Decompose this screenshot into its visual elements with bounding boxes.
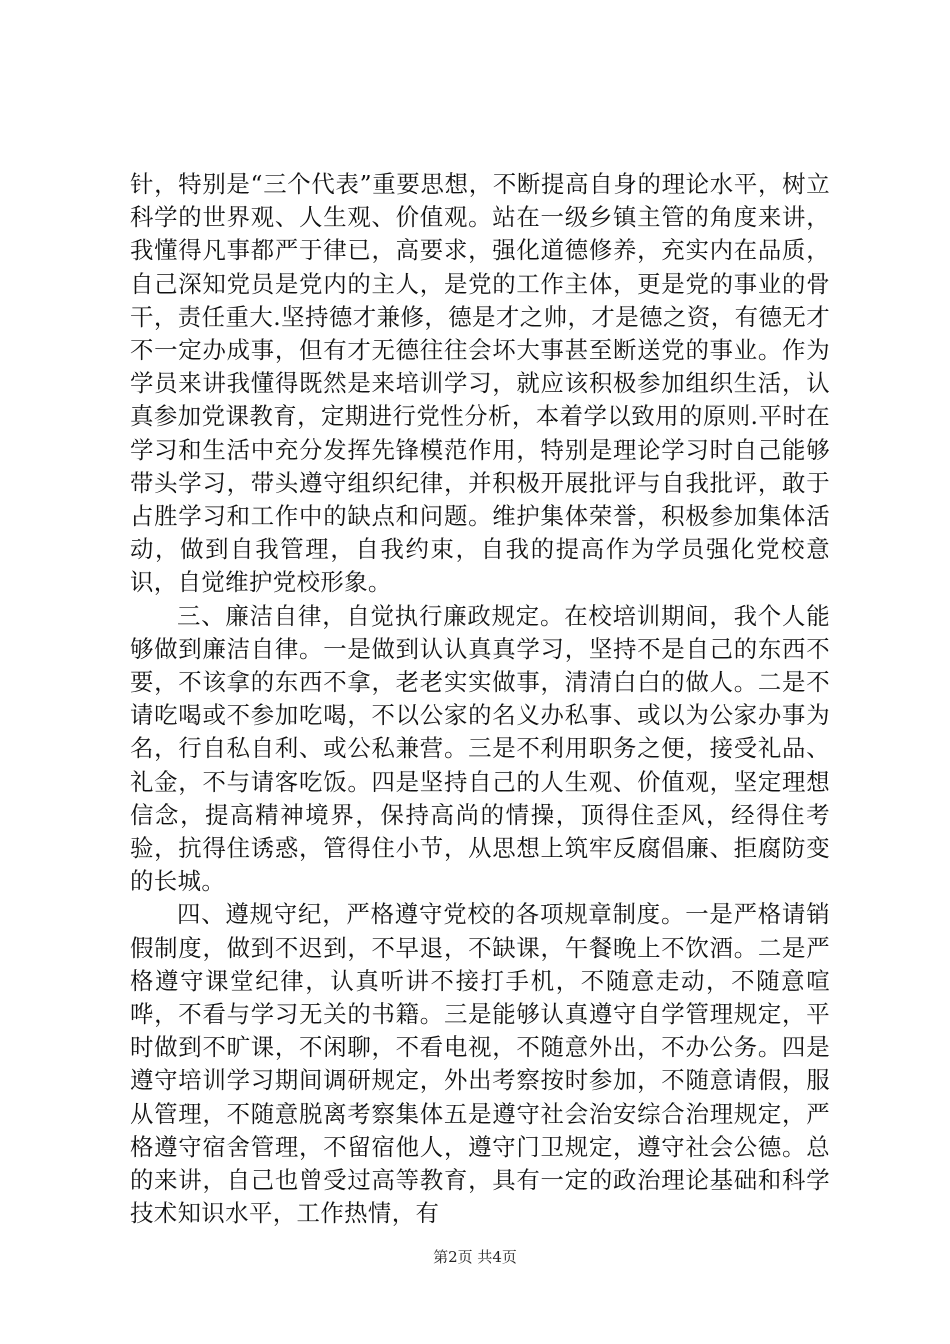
document-body bbox=[130, 168, 830, 1231]
page-footer: 第2页 共4页 bbox=[433, 1248, 517, 1266]
paragraph-1: 针，特别是“三个代表”重要思想，不断提高自身的理论水平，树立科学的世界观、人生观、价值观。站在一级乡镇主管的角度来讲，我懂得凡事都严于律已，高要求，强化道德修养，充实内在品质，自己深知党员是党内的主人，是党的工作主体，更是党的事业的骨干，责任重大.坚持德才兼修，德是才之帅，才是德之资，有德无才不一定办成事，但有才无德往往会坏大事甚至断送党的事业。作为学员来讲我懂得既然是来培训学习，就应该积极参加组织生活，认真参加党课教育，定期进行党性分析，本着学以致用的原则.平时在学习和生活中充分发挥先锋模范作用，特别是理论学习时自己能够带头学习，带头遵守组织纪律，并积极开展批评与自我批评，敢于占胜学习和工作中的缺点和问题。维护集体荣誉，积极参加集体活动，做到自我管理，自我约束，自我的提高作为学员强化党校意识，自觉维护党校形象。 bbox=[130, 170, 830, 597]
paragraph-3: 四、遵规守纪，严格遵守党校的各项规章制度。一是严格请销假制度，做到不迟到，不早退，不缺课，午餐晚上不饮酒。二是严格遵守课堂纪律，认真听讲不接打手机，不随意走动，不随意喧哗，不看与学习无关的书籍。三是能够认真遵守自学管理规定，平时做到不旷课，不闲聊，不看电视，不随意外出，不办公务。四是遵守培训学习期间调研规定，外出考察按时参加，不随意请假，服从管理，不随意脱离考察集体五是遵守社会治安综合治理规定，严格遵守宿舍管理，不留宿他人，遵守门卫规定，遵守社会公德。总的来讲，自己也曾受过高等教育，具有一定的政治理论基础和科学技术知识水平，工作热情，有 bbox=[130, 900, 830, 1228]
paragraph-2: 三、廉洁自律，自觉执行廉政规定。在校培训期间，我个人能够做到廉洁自律。一是做到认认真真学习，坚持不是自己的东西不要，不该拿的东西不拿，老老实实做事，清清白白的做人。二是不请吃喝或不参加吃喝，不以公家的名义办私事、或以为公家办事为名，行自私自利、或公私兼营。三是不利用职务之便，接受礼品、礼金，不与请客吃饭。四是坚持自己的人生观、价值观，坚定理想信念，提高精神境界，保持高尚的情操，顶得住歪风，经得住考验，抗得住诱惑，管得住小节，从思想上筑牢反腐倡廉、拒腐防变的长城。 bbox=[130, 601, 830, 896]
